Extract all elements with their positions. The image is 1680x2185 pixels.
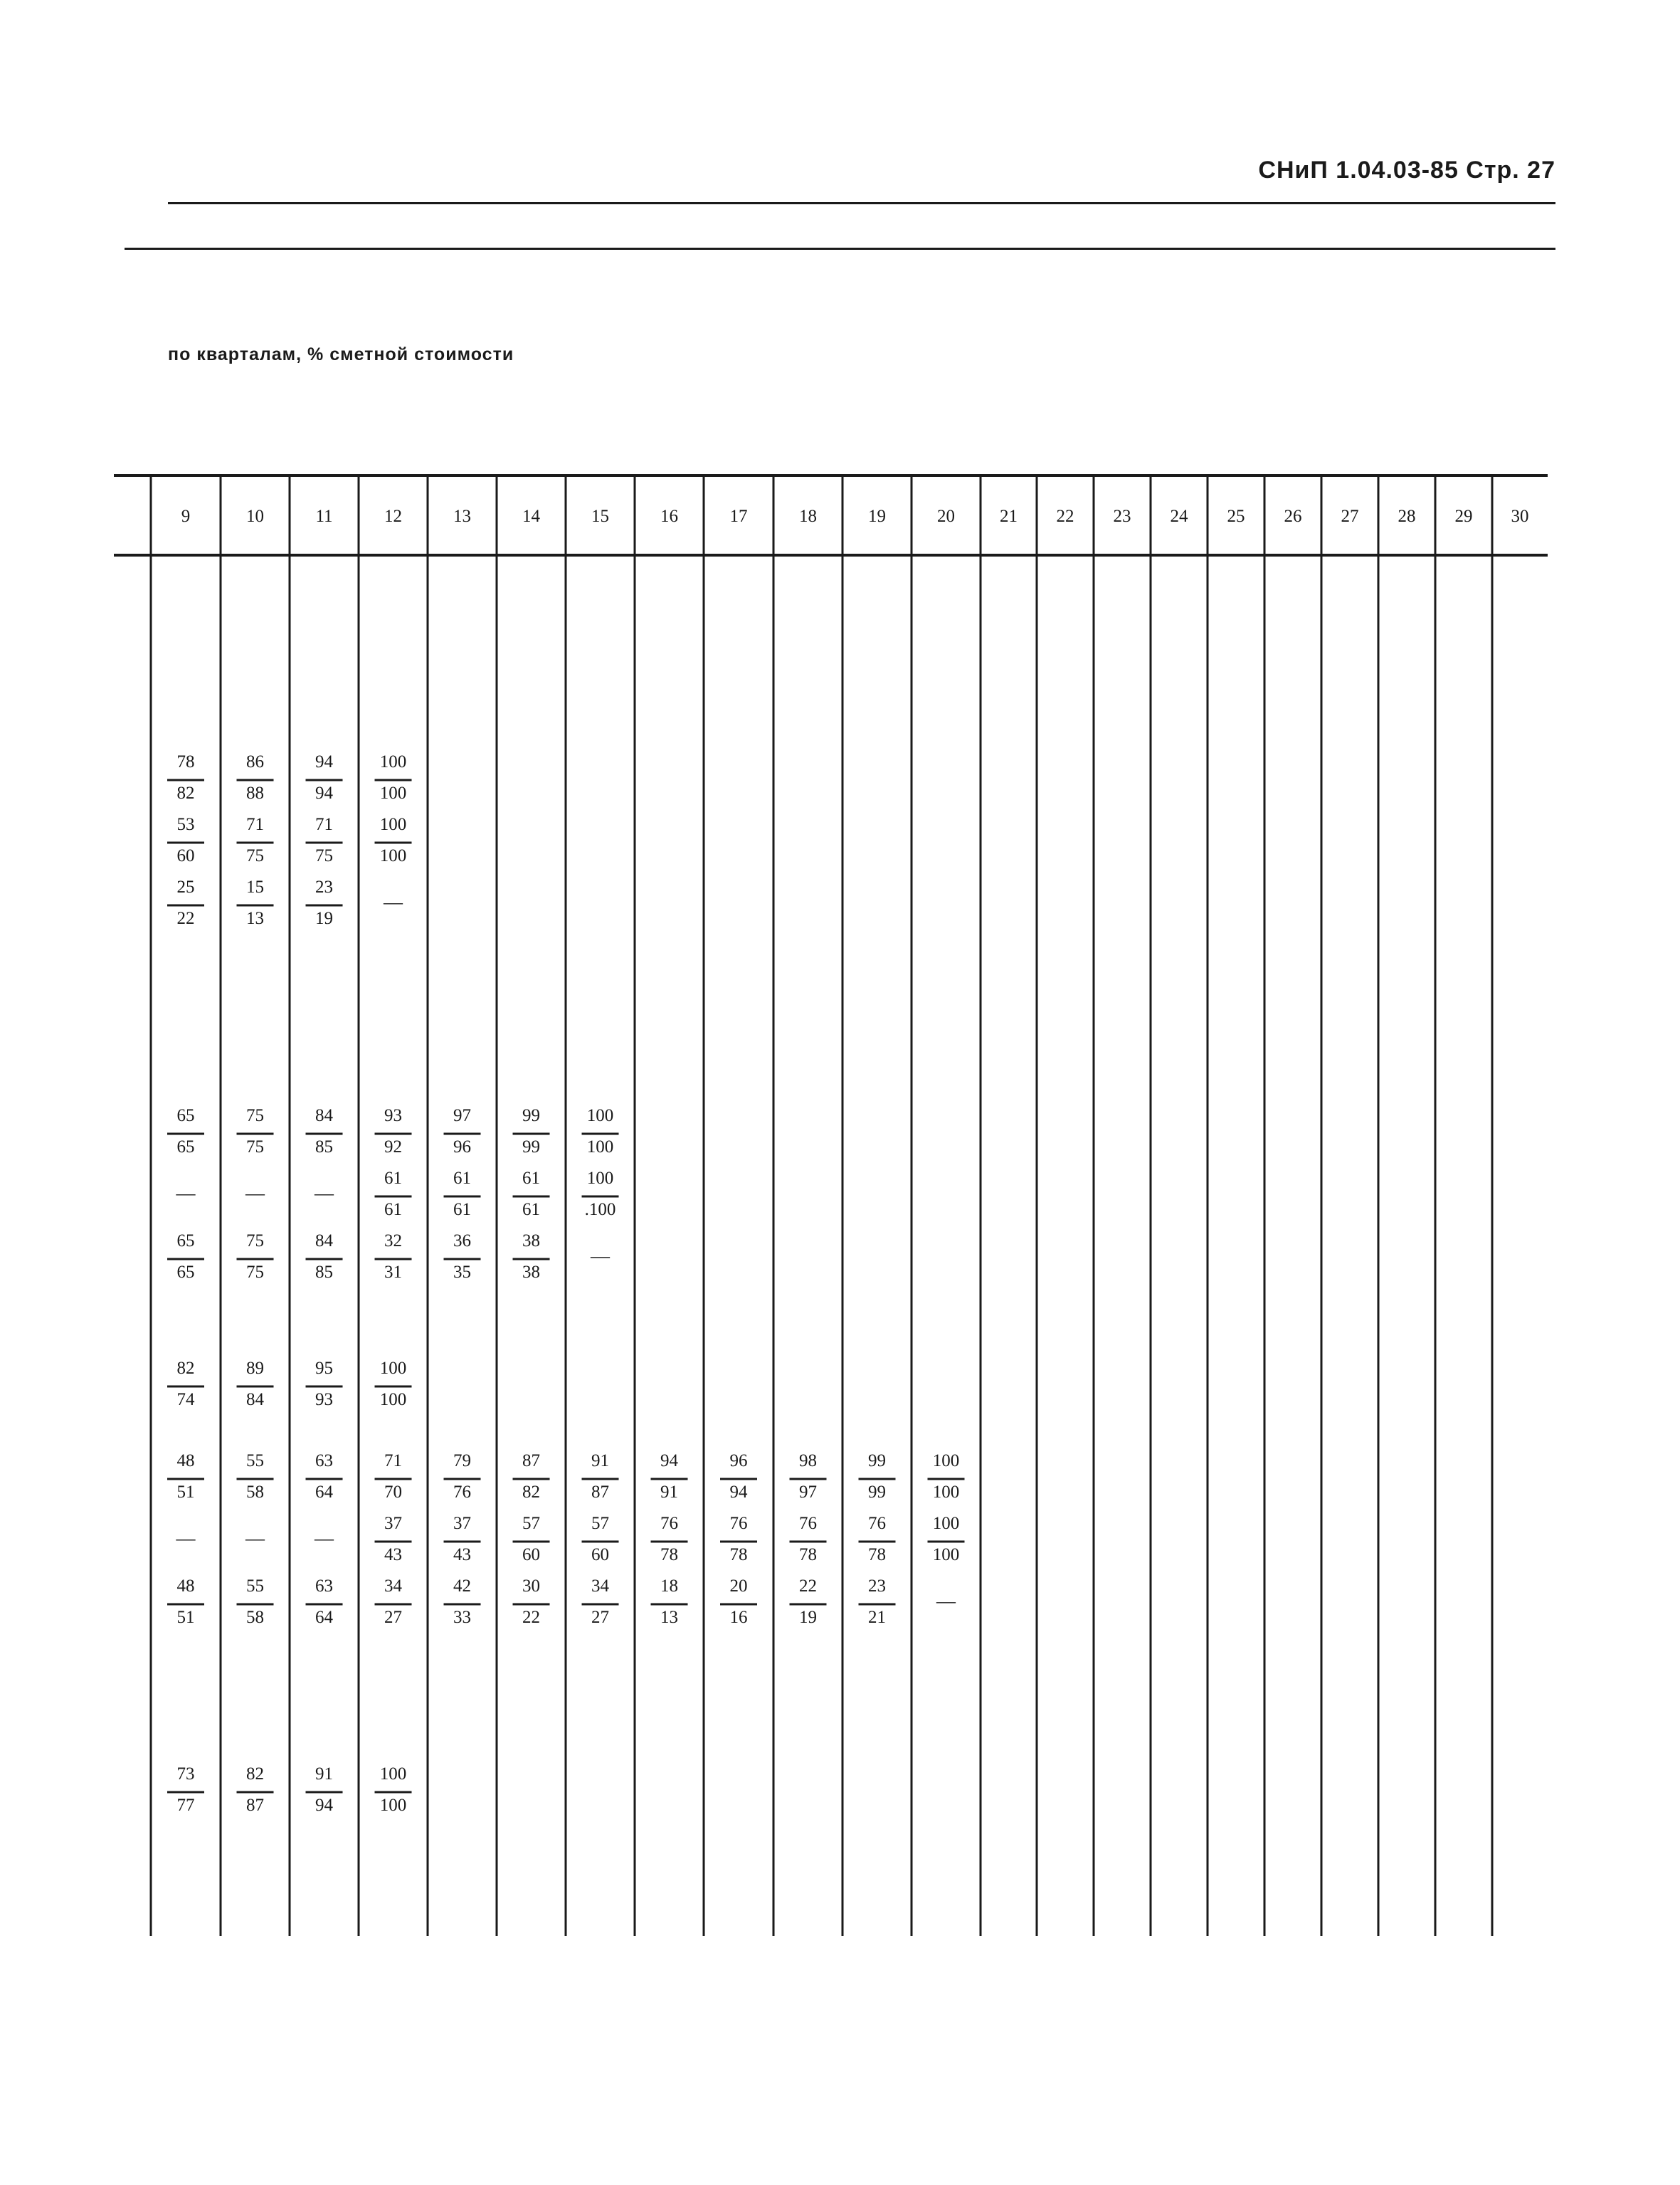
cell-denominator: 74 — [176, 1390, 195, 1409]
cell-denominator: 75 — [246, 846, 264, 865]
cell-numerator: 71 — [315, 815, 333, 834]
cell-denominator: 94 — [729, 1483, 748, 1502]
cell-denominator: 78 — [799, 1545, 817, 1564]
cell-denominator: 94 — [315, 784, 333, 803]
cell-denominator: 84 — [246, 1390, 264, 1409]
cell-denominator: 61 — [384, 1200, 402, 1219]
cell-denominator: 100 — [379, 784, 407, 803]
cell-numerator: 91 — [315, 1764, 333, 1784]
cell-numerator: 61 — [453, 1169, 471, 1188]
cell-denominator: 87 — [246, 1796, 264, 1815]
cell-denominator: 58 — [246, 1483, 264, 1502]
cell-numerator: 94 — [315, 752, 333, 772]
cell-numerator: 65 — [176, 1231, 195, 1251]
column-header: 15 — [591, 507, 609, 526]
cell-numerator: 99 — [522, 1106, 540, 1125]
cell-numerator: 42 — [453, 1576, 471, 1596]
cell-denominator: 96 — [453, 1137, 471, 1157]
cell-numerator: 84 — [315, 1231, 333, 1251]
column-header: 10 — [246, 507, 264, 526]
column-header: 20 — [937, 507, 955, 526]
cell-numerator: 48 — [176, 1451, 195, 1470]
cell-dash: — — [315, 1527, 334, 1549]
cell-denominator: 51 — [176, 1483, 195, 1502]
cell-denominator: 100 — [932, 1483, 960, 1502]
cell-numerator: 100 — [379, 1764, 407, 1784]
cell-numerator: 98 — [799, 1451, 817, 1470]
cell-denominator: 58 — [246, 1608, 264, 1627]
cell-denominator: 75 — [246, 1263, 264, 1282]
cell-numerator: 96 — [729, 1451, 748, 1470]
cell-numerator: 38 — [522, 1231, 540, 1251]
cell-numerator: 15 — [246, 878, 264, 897]
cell-numerator: 55 — [246, 1576, 264, 1596]
cell-denominator: 35 — [453, 1263, 471, 1282]
cell-numerator: 71 — [384, 1451, 402, 1470]
cell-numerator: 76 — [799, 1514, 817, 1533]
cell-denominator: 64 — [315, 1483, 333, 1502]
cell-numerator: 89 — [246, 1359, 264, 1378]
cell-numerator: 76 — [868, 1514, 886, 1533]
cell-denominator: 100 — [379, 846, 407, 865]
cell-numerator: 82 — [176, 1359, 195, 1378]
cell-denominator: 22 — [176, 909, 195, 928]
cell-numerator: 48 — [176, 1576, 195, 1596]
cell-numerator: 82 — [246, 1764, 264, 1784]
cell-dash: — — [176, 1527, 196, 1549]
cell-numerator: 71 — [246, 815, 264, 834]
column-header: 19 — [868, 507, 886, 526]
cell-denominator: 76 — [453, 1483, 471, 1502]
cell-denominator: 92 — [384, 1137, 402, 1157]
cell-numerator: 63 — [315, 1451, 333, 1470]
cell-denominator: 100 — [932, 1545, 960, 1564]
cell-numerator: 76 — [660, 1514, 678, 1533]
column-header: 26 — [1284, 507, 1302, 526]
cell-denominator: 16 — [729, 1608, 748, 1627]
cell-numerator: 23 — [868, 1576, 886, 1596]
cell-denominator: 43 — [453, 1545, 471, 1564]
cell-numerator: 76 — [729, 1514, 748, 1533]
cell-numerator: 100 — [932, 1514, 960, 1533]
cell-denominator: 99 — [868, 1483, 886, 1502]
cell-numerator: 63 — [315, 1576, 333, 1596]
cell-denominator: 82 — [176, 784, 195, 803]
cell-denominator: 85 — [315, 1137, 333, 1157]
cell-denominator: 78 — [660, 1545, 678, 1564]
cell-denominator: 100 — [379, 1390, 407, 1409]
cell-numerator: 32 — [384, 1231, 402, 1251]
cell-denominator: 31 — [384, 1263, 402, 1282]
cell-denominator: 21 — [868, 1608, 886, 1627]
cell-denominator: 33 — [453, 1608, 471, 1627]
running-header: СНиП 1.04.03-85 Стр. 27 — [1258, 157, 1555, 184]
cell-denominator: 64 — [315, 1608, 333, 1627]
cell-denominator: 100 — [586, 1137, 614, 1157]
cell-denominator: 91 — [660, 1483, 678, 1502]
cell-denominator: 61 — [453, 1200, 471, 1219]
cell-numerator: 99 — [868, 1451, 886, 1470]
cell-denominator: 19 — [315, 909, 333, 928]
column-header: 14 — [522, 507, 540, 526]
cell-denominator: 43 — [384, 1545, 402, 1564]
cell-denominator: 38 — [522, 1263, 540, 1282]
column-header: 24 — [1170, 507, 1188, 526]
cell-denominator: 27 — [384, 1608, 402, 1627]
cell-numerator: 25 — [176, 878, 195, 897]
cell-numerator: 91 — [591, 1451, 609, 1470]
cell-numerator: 94 — [660, 1451, 678, 1470]
cell-denominator: 88 — [246, 784, 264, 803]
cell-denominator: 94 — [315, 1796, 333, 1815]
cell-numerator: 78 — [176, 752, 195, 772]
cell-numerator: 87 — [522, 1451, 540, 1470]
column-header: 12 — [384, 507, 402, 526]
cell-numerator: 100 — [379, 815, 407, 834]
column-header: 23 — [1113, 507, 1131, 526]
cell-numerator: 34 — [384, 1576, 402, 1596]
cell-denominator: .100 — [584, 1200, 616, 1219]
cell-numerator: 100 — [586, 1169, 614, 1188]
cell-numerator: 75 — [246, 1106, 264, 1125]
cell-numerator: 30 — [522, 1576, 540, 1596]
cell-numerator: 84 — [315, 1106, 333, 1125]
cell-denominator: 75 — [246, 1137, 264, 1157]
cell-numerator: 79 — [453, 1451, 471, 1470]
cell-denominator: 85 — [315, 1263, 333, 1282]
cell-numerator: 57 — [522, 1514, 540, 1533]
cell-denominator: 22 — [522, 1608, 540, 1627]
column-header: 17 — [729, 507, 748, 526]
cell-denominator: 97 — [799, 1483, 817, 1502]
cell-denominator: 51 — [176, 1608, 195, 1627]
cell-numerator: 37 — [453, 1514, 471, 1533]
column-header: 29 — [1454, 507, 1473, 526]
cell-denominator: 60 — [522, 1545, 540, 1564]
cell-denominator: 100 — [379, 1796, 407, 1815]
cell-numerator: 55 — [246, 1451, 264, 1470]
cell-dash: — — [176, 1182, 196, 1204]
column-header: 30 — [1511, 507, 1529, 526]
cell-numerator: 34 — [591, 1576, 609, 1596]
cell-denominator: 60 — [176, 846, 195, 865]
cell-denominator: 75 — [315, 846, 333, 865]
cell-denominator: 77 — [176, 1796, 195, 1815]
cell-numerator: 20 — [729, 1576, 748, 1596]
cell-denominator: 82 — [522, 1483, 540, 1502]
cell-dash: — — [245, 1182, 265, 1204]
cell-dash: — — [315, 1182, 334, 1204]
cell-numerator: 75 — [246, 1231, 264, 1251]
cell-numerator: 36 — [453, 1231, 471, 1251]
column-header: 28 — [1398, 507, 1416, 526]
cell-denominator: 70 — [384, 1483, 402, 1502]
cell-numerator: 100 — [379, 752, 407, 772]
cell-denominator: 87 — [591, 1483, 609, 1502]
column-header: 13 — [453, 507, 471, 526]
cell-numerator: 53 — [176, 815, 195, 834]
cell-dash: — — [591, 1245, 610, 1266]
cell-numerator: 97 — [453, 1106, 471, 1125]
cell-dash: — — [245, 1527, 265, 1549]
cell-denominator: 19 — [799, 1608, 817, 1627]
table-caption: по кварталам, % сметной стоимости — [168, 344, 514, 364]
cell-numerator: 61 — [384, 1169, 402, 1188]
cell-denominator: 61 — [522, 1200, 540, 1219]
cell-dash: — — [936, 1590, 956, 1611]
cell-numerator: 93 — [384, 1106, 402, 1125]
column-header: 18 — [799, 507, 817, 526]
cell-denominator: 13 — [246, 909, 264, 928]
column-header: 9 — [181, 507, 191, 526]
cell-numerator: 37 — [384, 1514, 402, 1533]
cell-denominator: 65 — [176, 1263, 195, 1282]
cell-numerator: 23 — [315, 878, 333, 897]
column-header: 16 — [660, 507, 678, 526]
column-header: 21 — [1000, 507, 1018, 526]
cell-denominator: 60 — [591, 1545, 609, 1564]
column-header: 11 — [315, 507, 333, 526]
cell-dash: — — [384, 891, 403, 912]
cell-numerator: 100 — [379, 1359, 407, 1378]
cell-denominator: 93 — [315, 1390, 333, 1409]
cell-numerator: 95 — [315, 1359, 333, 1378]
cell-denominator: 13 — [660, 1608, 678, 1627]
column-header: 22 — [1056, 507, 1074, 526]
cell-numerator: 100 — [586, 1106, 614, 1125]
cell-numerator: 61 — [522, 1169, 540, 1188]
cell-numerator: 73 — [176, 1764, 195, 1784]
cell-denominator: 99 — [522, 1137, 540, 1157]
cell-numerator: 86 — [246, 752, 264, 772]
cell-numerator: 57 — [591, 1514, 609, 1533]
cell-denominator: 65 — [176, 1137, 195, 1157]
cell-denominator: 27 — [591, 1608, 609, 1627]
cell-numerator: 22 — [799, 1576, 817, 1596]
column-header: 25 — [1227, 507, 1245, 526]
cell-denominator: 78 — [729, 1545, 748, 1564]
cell-numerator: 18 — [660, 1576, 678, 1596]
column-header: 27 — [1341, 507, 1359, 526]
cell-numerator: 65 — [176, 1106, 195, 1125]
cell-numerator: 100 — [932, 1451, 960, 1470]
cell-denominator: 78 — [868, 1545, 886, 1564]
